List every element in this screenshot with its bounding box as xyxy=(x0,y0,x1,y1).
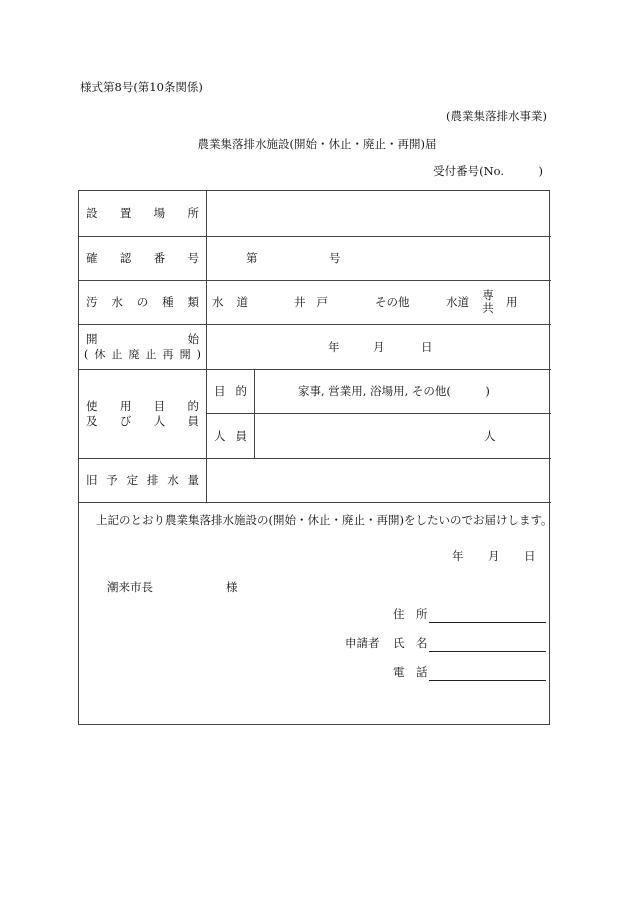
purpose-label: 目 的 xyxy=(214,384,247,398)
option-water-supply-2[interactable]: 水道 xyxy=(446,295,469,309)
declaration-month: 月 xyxy=(488,549,500,563)
people-label: 人 員 xyxy=(214,429,247,443)
option-water-supply[interactable]: 水 道 xyxy=(212,295,248,309)
option-exclusive-shared[interactable]: 専 共 xyxy=(482,288,494,315)
people-unit: 人 xyxy=(484,429,496,443)
phone-line[interactable] xyxy=(429,680,546,681)
application-table xyxy=(78,190,553,725)
name-label: 氏 名 xyxy=(393,636,428,650)
receipt-number: 受付番号(No. ) xyxy=(433,164,543,178)
address-line[interactable] xyxy=(429,622,546,623)
wastewater-label: 汚 水 の 種 類 xyxy=(86,295,199,309)
usage-label: 使 用 目 的 xyxy=(86,399,199,413)
old-volume-label: 旧 予 定 排 水 量 xyxy=(86,473,199,487)
phone-label: 電 話 xyxy=(393,665,428,679)
address-label: 住 所 xyxy=(393,607,428,621)
honorific: 様 xyxy=(226,580,238,594)
start-label-sub: ( 休 止 廃 止 再 開 ) xyxy=(84,348,201,361)
name-line[interactable] xyxy=(429,651,546,652)
option-use: 用 xyxy=(506,295,518,309)
confirmation-go: 号 xyxy=(329,251,341,265)
location-label: 設 置 場 所 xyxy=(86,206,199,220)
applicant-label: 申請者 xyxy=(345,636,380,650)
confirmation-dai: 第 xyxy=(246,251,258,265)
form-title: 農業集落排水施設(開始・休止・廃止・再開)届 xyxy=(197,137,437,151)
location-field[interactable] xyxy=(207,191,551,236)
purpose-value[interactable]: 家事, 営業用, 浴場用, その他( ) xyxy=(298,384,490,398)
start-month: 月 xyxy=(373,340,385,354)
usage-label-sub: 及 び 人 員 xyxy=(86,414,199,428)
option-well[interactable]: 井 戸 xyxy=(294,295,328,309)
start-year: 年 xyxy=(328,340,340,354)
addressee: 潮来市長 xyxy=(107,580,153,594)
form-number: 様式第8号(第10条関係) xyxy=(80,80,203,94)
old-volume-field[interactable] xyxy=(207,459,551,502)
form-category: (農業集落排水事業) xyxy=(446,109,547,123)
option-other[interactable]: その他 xyxy=(375,295,410,309)
declaration-year: 年 xyxy=(452,549,464,563)
start-label: 開 始 xyxy=(86,332,199,346)
declaration-day: 日 xyxy=(524,549,536,563)
start-day: 日 xyxy=(421,340,433,354)
confirmation-label: 確 認 番 号 xyxy=(86,251,199,265)
declaration-statement: 上記のとおり農業集落排水施設の(開始・休止・廃止・再開)をしたいのでお届けします。 xyxy=(96,513,553,527)
